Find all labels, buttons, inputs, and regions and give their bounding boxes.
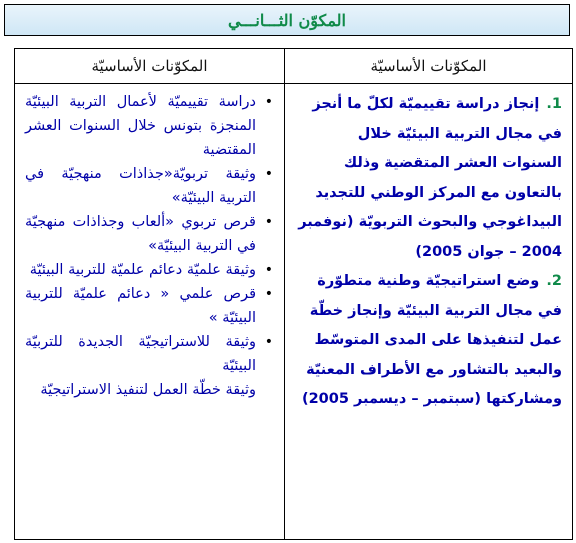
item-text: قرص تربوي «ألعاب وجذاذات منهجيّة في التربية البيئيّة» (25, 214, 256, 254)
item-number: 2. (546, 273, 562, 289)
list-item (25, 378, 256, 402)
item-text: وثيقة تربويّة«جذاذات منهجيّة في التربية البيئيّة» (25, 166, 256, 206)
list-item (25, 90, 273, 162)
components-table (14, 48, 573, 540)
item-text: وثيقة للاستراتيجيّة الجديدة للتربيّة البيئيّة (25, 334, 256, 374)
right-cell (285, 84, 573, 540)
header-left: المكوّنات الأساسيّة (15, 49, 285, 84)
table-body-row (15, 84, 573, 540)
item-text: وثيقة علميّة دعائم علميّة للتربية البيئيّة (29, 262, 256, 278)
list-item (25, 282, 273, 330)
list-item (25, 330, 273, 378)
section-banner (4, 4, 570, 36)
list-item (297, 90, 562, 267)
header-right: المكوّنات الأساسيّة (285, 49, 573, 84)
list-item (25, 162, 273, 210)
list-item (25, 210, 273, 258)
item-text: دراسة تقييميّة لأعمال التربية البيئيّة المنجزة بتونس خلال السنوات العشر المقتضية (25, 94, 256, 158)
item-number: 1. (546, 96, 562, 112)
bullet-icon: • (264, 262, 273, 278)
right-list (285, 84, 572, 415)
left-cell (15, 84, 285, 540)
banner-title: المكوّن الثـــانـــي (228, 10, 346, 30)
item-text: قرص علمي « دعائم علميّة للتربية البيئيّة » (25, 286, 256, 326)
item-text: وضع استراتيجيّة وطنية متطوّرة في مجال التربية البيئيّة وإنجاز خطّة عمل لتنفيذها على المدى المتوسّط والبعيد بالتشاور مع الأطراف المعنيّة ومشاركتها (سبتمبر – ديسمبر 2005) (301, 273, 562, 407)
list-item (25, 258, 273, 282)
bullet-icon: • (264, 166, 273, 182)
bullet-icon: • (264, 334, 273, 350)
bullet-icon: • (264, 94, 273, 110)
table-header-row (15, 49, 573, 84)
list-item (297, 267, 562, 415)
bullet-icon: • (264, 286, 273, 302)
item-text: إنجاز دراسة تقييميّة لكلّ ما أنجز في مجال التربية البيئيّة خلال السنوات العشر المتقضية وذلك بالتعاون مع المركز الوطني للتجديد البيداغوجي والبحوث التربويّة (نوفمبر 2004 – جوان 2005) (298, 96, 562, 260)
left-list (15, 84, 284, 402)
item-text: وثيقة خطّة العمل لتنفيذ الاستراتيجيّة (40, 382, 256, 398)
bullet-icon: • (264, 214, 273, 230)
